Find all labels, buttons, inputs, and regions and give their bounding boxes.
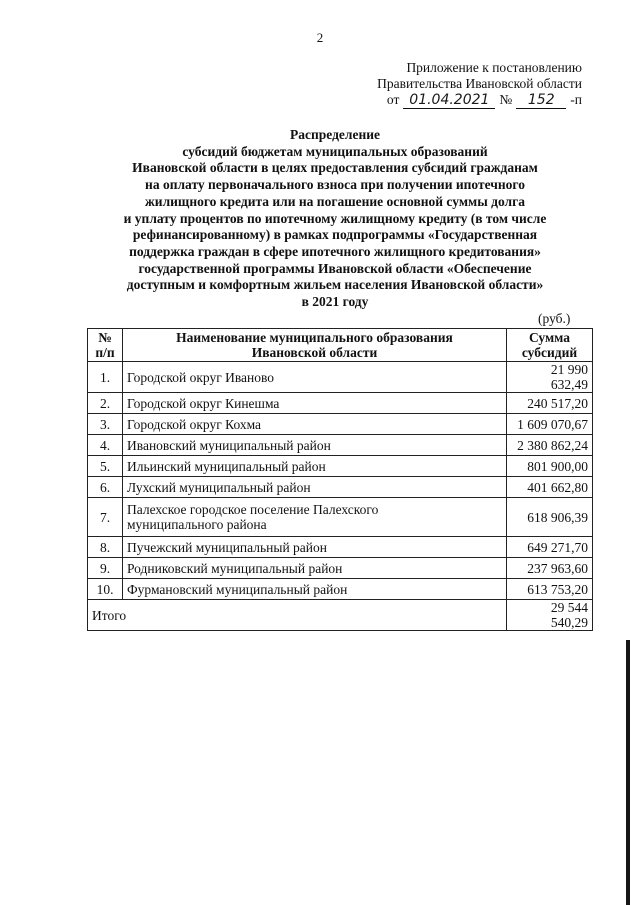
row-municipality: Пучежский муниципальный район xyxy=(123,537,507,558)
row-sum: 237 963,60 xyxy=(507,558,593,579)
title-line: государственной программы Ивановской области «Обеспечение xyxy=(138,260,532,276)
row-municipality: Городской округ Кохма xyxy=(123,414,507,435)
appendix-line-1: Приложение к постановлению xyxy=(406,60,582,75)
decree-number-handwritten: 152 xyxy=(516,92,566,109)
header-number xyxy=(88,329,123,362)
row-number: 6. xyxy=(88,477,123,498)
row-number: 2. xyxy=(88,393,123,414)
header-sum-line-2: субсидий xyxy=(521,345,578,360)
table-row xyxy=(88,579,593,600)
table-row xyxy=(88,362,593,393)
header-municipality-line-2: Ивановской области xyxy=(251,345,378,360)
table-row xyxy=(88,477,593,498)
title-line: Ивановской области в целях предоставления субсидий гражданам xyxy=(132,160,538,176)
row-number: 7. xyxy=(88,498,123,537)
title-line: субсидий бюджетам муниципальных образований xyxy=(182,143,488,159)
decree-prefix: от xyxy=(386,92,400,107)
header-sum xyxy=(507,329,593,362)
row-municipality: Городской округ Иваново xyxy=(123,362,507,393)
appendix-line-2: Правительства Ивановской области xyxy=(377,76,582,91)
row-sum: 240 517,20 xyxy=(507,393,593,414)
row-municipality: Ивановский муниципальный район xyxy=(123,435,507,456)
title-line: доступным и комфортным жильем населения Ивановской области» xyxy=(126,277,544,293)
row-sum: 801 900,00 xyxy=(507,456,593,477)
total-label: Итого xyxy=(88,600,507,631)
row-municipality-line-1: Палехское городское поселение Палехского xyxy=(127,502,379,517)
title-line: на оплату первоначального взноса при получении ипотечного xyxy=(145,177,525,193)
row-sum: 618 906,39 xyxy=(507,498,593,537)
row-municipality: Фурмановский муниципальный район xyxy=(123,579,507,600)
header-municipality-line-1: Наименование муниципального образования xyxy=(176,330,453,345)
row-municipality: Городской округ Кинешма xyxy=(123,393,507,414)
subsidies-table xyxy=(87,328,593,631)
title-line: в 2021 году xyxy=(301,294,369,310)
decree-reference xyxy=(387,92,582,109)
title-line: Распределение xyxy=(289,127,381,142)
row-sum: 1 609 070,67 xyxy=(507,414,593,435)
row-municipality: Ильинский муниципальный район xyxy=(123,456,507,477)
header-number-line-1: № xyxy=(98,330,112,345)
table-row xyxy=(88,558,593,579)
header-number-line-2: п/п xyxy=(95,345,115,360)
table-row xyxy=(88,498,593,537)
table-row xyxy=(88,537,593,558)
table-header-row xyxy=(88,329,593,362)
row-sum: 613 753,20 xyxy=(507,579,593,600)
row-number: 9. xyxy=(88,558,123,579)
row-sum: 649 271,70 xyxy=(507,537,593,558)
table-row xyxy=(88,456,593,477)
row-number: 3. xyxy=(88,414,123,435)
table-total-row xyxy=(88,600,593,631)
row-sum: 401 662,80 xyxy=(507,477,593,498)
scan-edge-shadow xyxy=(626,640,630,905)
table-row xyxy=(88,435,593,456)
table-row xyxy=(88,393,593,414)
row-municipality: Родниковский муниципальный район xyxy=(123,558,507,579)
row-number: 8. xyxy=(88,537,123,558)
row-sum: 2 380 862,24 xyxy=(507,435,593,456)
row-municipality-line-2: муниципального района xyxy=(127,517,267,532)
document-title xyxy=(80,127,590,311)
total-sum: 29 544 540,29 xyxy=(507,600,593,631)
table-row xyxy=(88,414,593,435)
row-sum: 21 990 632,49 xyxy=(507,362,593,393)
decree-number-sign: № xyxy=(499,92,513,107)
page-number: 2 xyxy=(316,30,324,45)
row-number: 1. xyxy=(88,362,123,393)
row-number: 4. xyxy=(88,435,123,456)
decree-date-handwritten: 01.04.2021 xyxy=(403,92,495,109)
currency-unit: (руб.) xyxy=(538,311,571,326)
row-municipality: Лухский муниципальный район xyxy=(123,477,507,498)
header-municipality xyxy=(123,329,507,362)
row-municipality xyxy=(123,498,507,537)
title-line: поддержка граждан в сфере ипотечного жилищного кредитования» xyxy=(129,243,541,259)
appendix-header xyxy=(377,60,582,109)
header-sum-line-1: Сумма xyxy=(528,330,571,345)
row-number: 10. xyxy=(88,579,123,600)
decree-suffix: -п xyxy=(570,92,582,107)
row-number: 5. xyxy=(88,456,123,477)
title-line: жилищного кредита или на погашение основной суммы долга xyxy=(145,193,525,209)
title-line: и уплату процентов по ипотечному жилищному кредиту (в том числе xyxy=(123,210,547,226)
title-line: рефинансированному) в рамках подпрограммы «Государственная xyxy=(132,227,538,243)
